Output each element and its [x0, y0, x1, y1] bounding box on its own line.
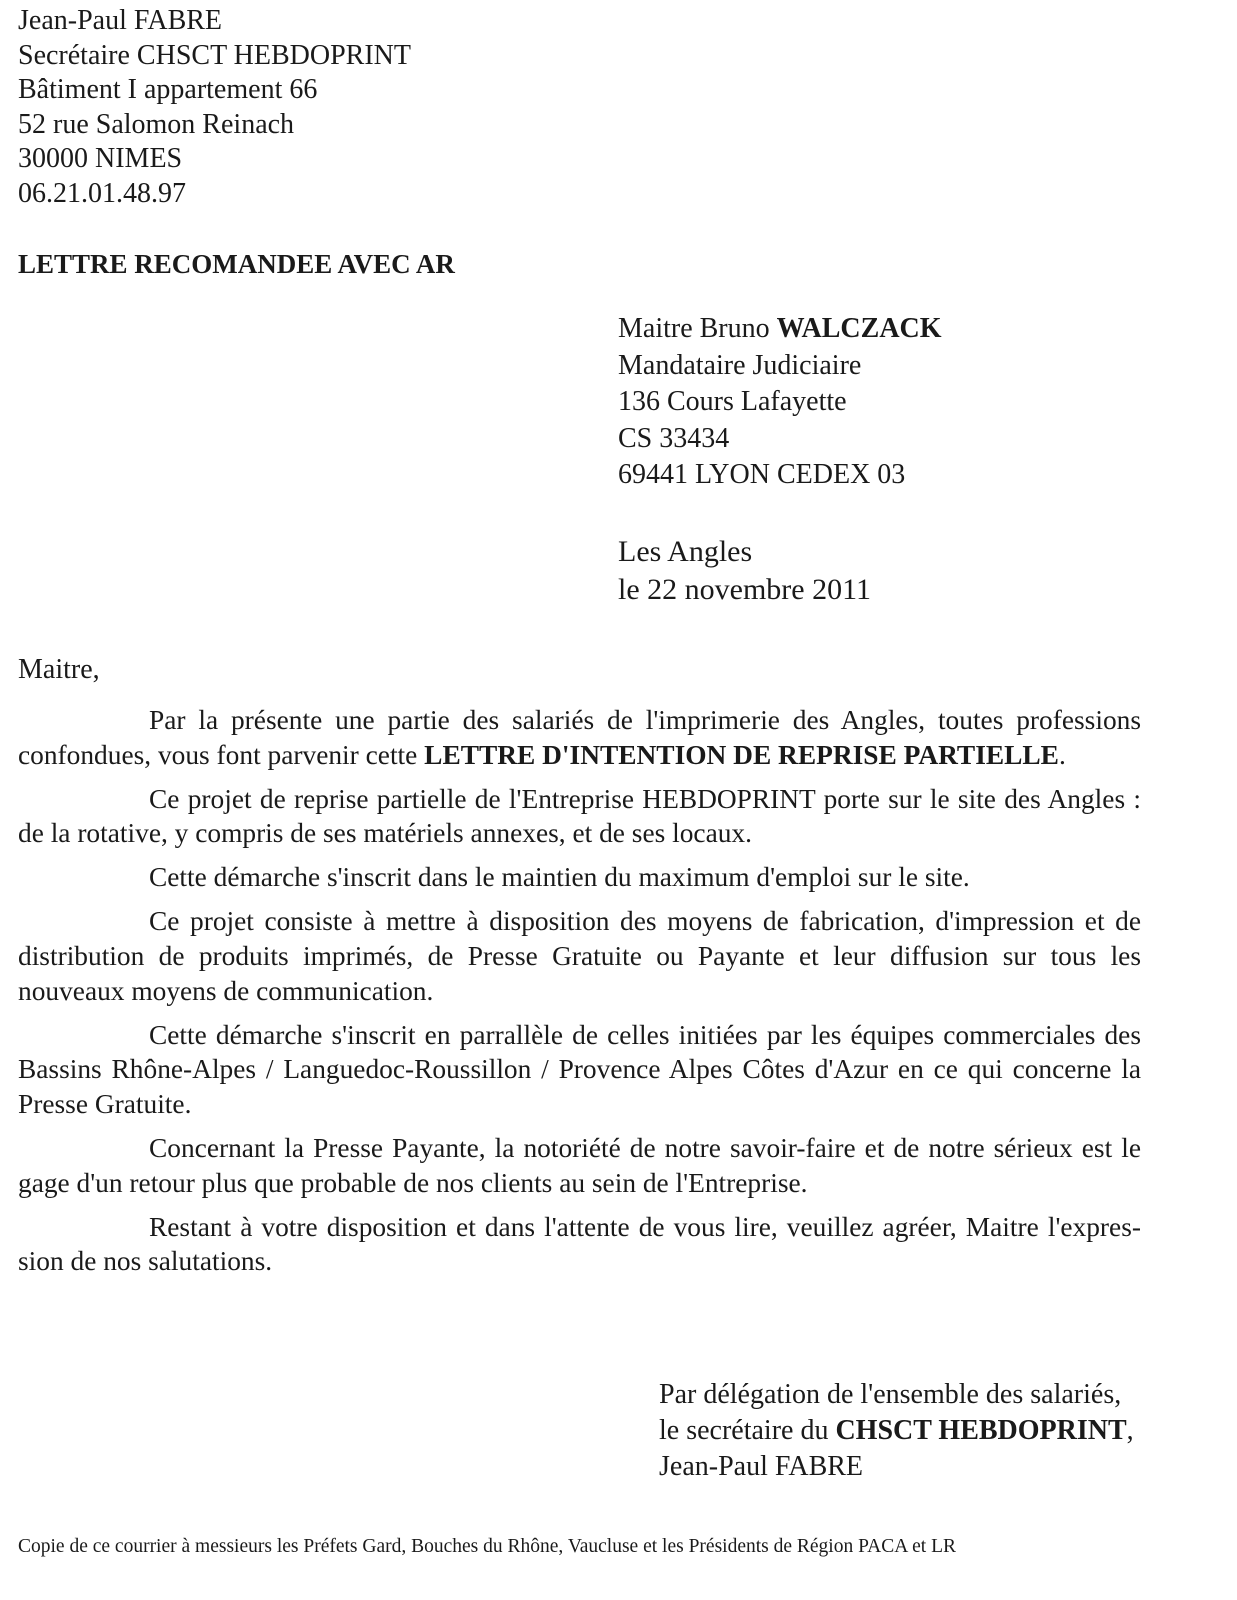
- sender-city: 30000 NIMES: [18, 143, 183, 175]
- signature-line2-end: ,: [1126, 1415, 1134, 1446]
- recipient-cs: CS 33434: [618, 422, 730, 454]
- recipient-name: [618, 311, 942, 348]
- sender-address-line2: 52 rue Salomon Reinach: [18, 108, 295, 140]
- signature-name: Jean-Paul FABRE: [659, 1451, 864, 1482]
- signature-line1: Par délégation de l'ensemble des salariés,: [659, 1379, 1122, 1410]
- recipient-title-first: Maitre Bruno: [618, 313, 777, 344]
- recipient-city: 69441 LYON CEDEX 03: [618, 459, 906, 491]
- sender-phone: 06.21.01.48.97: [18, 177, 186, 209]
- footer-copy-note: Copie de ce courrier à messieurs les Préfets Gard, Bouches du Rhône, Vaucluse et les Présidents de Région PACA et LR: [18, 1536, 956, 1557]
- paragraph-7: Restant à votre disposition et dans l'attente de vous lire, veuillez agréer, Maitre l'expression de nos salutations.: [18, 1211, 1141, 1277]
- signature-line2: [659, 1413, 1134, 1449]
- signature-block: [659, 1377, 1134, 1485]
- sender-block: [18, 4, 411, 212]
- recipient-role: Mandataire Judiciaire: [618, 349, 862, 381]
- date: le 22 novembre 2011: [618, 573, 871, 606]
- paragraph-3: Cette démarche s'inscrit dans le maintien du maximum d'emploi sur le site.: [149, 862, 970, 893]
- paragraph-6: Concernant la Presse Payante, la notoriété de notre savoir-faire et de notre sérieux est le gage d'un retour plus que probable de nos clients au sein de l'Entreprise.: [18, 1133, 1141, 1198]
- paragraph-1: [18, 703, 1141, 772]
- paragraph-2: Ce projet de reprise partielle de l'Entreprise HEBDOPRINT porte sur le site des Angles : de la rotative, y compris de ses matériels annexes, et de ses locaux.: [18, 783, 1141, 849]
- paragraph-4: Ce projet consiste à mettre à disposition des moyens de fabrication, d'impression et de distribution de produits imprimés, de Presse Gratuite ou Payante et leur diffusion sur tous les nouveaux moyens de communication.: [18, 906, 1141, 1006]
- recipient-block: [618, 311, 942, 494]
- paragraph-1-start: Par la présente une partie des salariés de l'imprimerie des Angles, toutes professions confondues, vous font parvenir cette: [18, 705, 1141, 770]
- paragraph-1-end: .: [1058, 739, 1066, 770]
- salutation: Maitre,: [18, 654, 100, 685]
- sender-role: Secrétaire CHSCT HEBDOPRINT: [18, 39, 411, 71]
- recipient-address: 136 Cours Lafayette: [618, 386, 847, 418]
- place: Les Angles: [618, 535, 753, 568]
- paragraph-5: Cette démarche s'inscrit en parrallèle de celles initiées par les équipes commerciales des Bassins Rhône-Alpes / Languedoc-Roussillon / Provence Alpes Côtes d'Azur en ce qui concerne la Presse Gratuite.: [18, 1019, 1141, 1119]
- registered-mail-notice: LETTRE RECOMANDEE AVEC AR: [18, 249, 455, 279]
- sender-address-line1: Bâtiment I appartement 66: [18, 74, 318, 106]
- place-date-block: [618, 533, 871, 609]
- signature-line2-start: le secrétaire du: [659, 1415, 836, 1446]
- signature-line2-bold: CHSCT HEBDOPRINT: [835, 1415, 1127, 1446]
- letter-body: [18, 703, 1141, 1288]
- sender-name: Jean-Paul FABRE: [18, 5, 223, 36]
- recipient-surname: WALCZACK: [776, 313, 942, 344]
- paragraph-1-bold: LETTRE D'INTENTION DE REPRISE PARTIELLE: [424, 739, 1059, 770]
